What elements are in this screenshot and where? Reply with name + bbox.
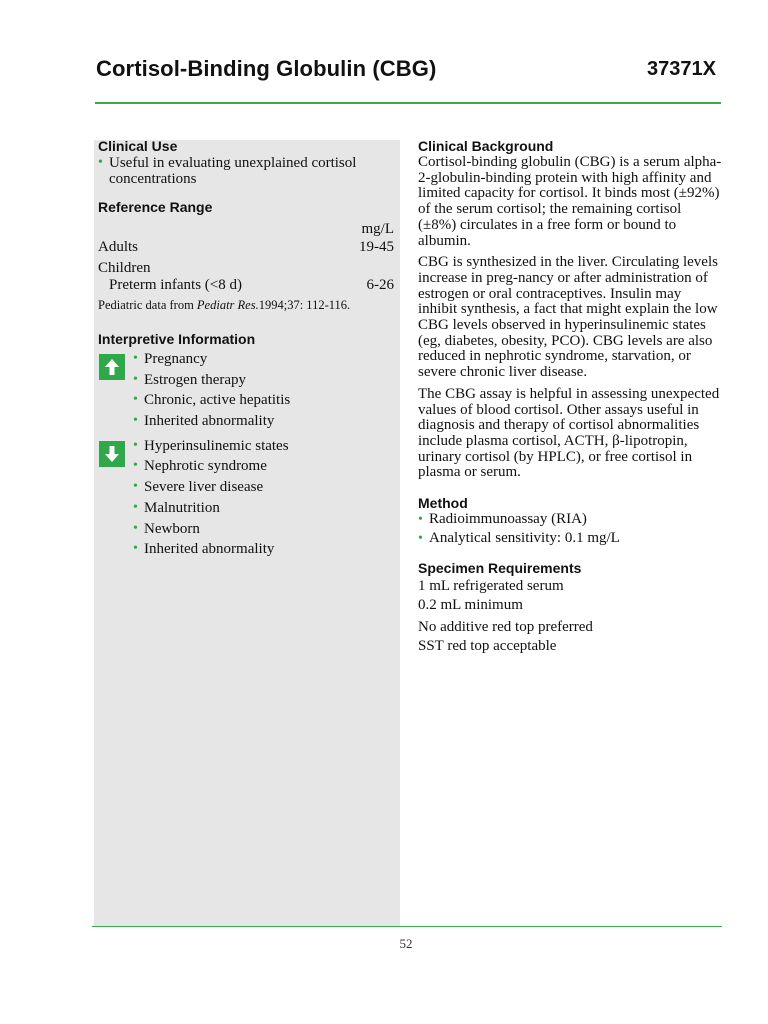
reference-row-preterm	[98, 277, 394, 293]
adults-value: 19-45	[359, 239, 394, 255]
decreased-item: Nephrotic syndrome	[144, 458, 267, 475]
bullet-icon: •	[133, 371, 138, 387]
bullet-icon: •	[133, 437, 138, 453]
clinical-background-heading: Clinical Background	[418, 138, 554, 154]
right-column	[418, 138, 723, 654]
header-divider	[95, 102, 721, 104]
reference-range-heading: Reference Range	[98, 199, 213, 215]
left-column	[98, 138, 394, 562]
decreased-item: Severe liver disease	[144, 479, 264, 496]
reference-unit: mg/L	[361, 221, 394, 237]
method-heading: Method	[418, 495, 468, 512]
bullet-icon: •	[133, 479, 138, 495]
arrow-up-icon	[99, 354, 125, 380]
page-number: 52	[399, 936, 413, 951]
bullet-icon: •	[98, 155, 103, 170]
arrow-down-icon	[99, 441, 125, 467]
note-prefix: Pediatric data from	[98, 298, 197, 312]
list-item	[98, 155, 394, 187]
background-paragraph: The CBG assay is helpful in assessing unexpected values of blood cortisol. Other assays useful in diagnosis and therapy of cortisol abnormalities include plasma cortisol, ACTH, β-lipotropin, urinary cortisol (by HPLC), or free cortisol in plasma or serum.	[418, 385, 720, 481]
specimen-line: SST red top acceptable	[418, 637, 557, 654]
increased-item: Inherited abnormality	[144, 413, 275, 430]
reference-note	[98, 299, 394, 312]
bullet-icon: •	[133, 541, 138, 557]
list-item	[133, 372, 290, 388]
background-paragraph: CBG is synthesized in the liver. Circulating levels increase in preg-nancy or after administration of estrogen or oral contraceptives. Insulin may inhibit synthesis, a fact that might explain the low CBG levels observed in hyperinsulinemic states (eg, diabetes, obesity, PCO). CBG levels are also reduced in nephrotic syndrome, starvation, or severe chronic liver disease.	[418, 254, 718, 381]
decreased-item: Malnutrition	[144, 499, 220, 516]
clinical-use-list	[98, 155, 394, 187]
specimen-line: No additive red top preferred	[418, 618, 593, 635]
list-item	[418, 512, 723, 528]
increased-list	[133, 351, 290, 434]
clinical-use-item: Useful in evaluating unexplained cortisol concentrations	[109, 155, 357, 187]
list-item	[418, 531, 723, 547]
method-item: Radioimmunoassay (RIA)	[429, 511, 587, 528]
interpretive-heading: Interpretive Information	[98, 331, 256, 347]
increased-item: Estrogen therapy	[144, 371, 247, 388]
adults-label: Adults	[98, 239, 139, 255]
increased-item: Pregnancy	[144, 351, 208, 367]
increased-item: Chronic, active hepatitis	[144, 392, 291, 409]
bullet-icon: •	[133, 392, 138, 408]
list-item	[133, 521, 289, 537]
bullet-icon: •	[418, 530, 423, 546]
list-item	[133, 500, 289, 516]
decreased-list	[133, 438, 289, 562]
list-item	[133, 351, 290, 367]
list-item	[133, 541, 289, 557]
method-list	[418, 512, 723, 546]
background-paragraph: Cortisol-binding globulin (CBG) is a serum alpha-2-globulin-binding protein with high affinity and limited capacity for cortisol. It binds most (±92%) of the serum cortisol; the remaining cortisol (±8%) circulates in a free form or bound to albumin.	[418, 154, 722, 249]
test-code: 37371X	[647, 58, 716, 80]
decreased-item: Hyperinsulinemic states	[144, 437, 289, 454]
note-suffix: 1994;37: 112-116.	[258, 298, 351, 312]
bullet-icon: •	[133, 499, 138, 515]
list-item	[133, 413, 290, 429]
list-item	[133, 458, 289, 474]
page-title: Cortisol-Binding Globulin (CBG)	[96, 56, 437, 81]
specimen-line: 0.2 mL minimum	[418, 597, 523, 614]
list-item	[133, 479, 289, 495]
preterm-value: 6-26	[366, 277, 394, 293]
decreased-group	[98, 438, 394, 562]
note-journal: Pediatr Res.	[196, 298, 259, 312]
children-label: Children	[98, 260, 151, 276]
bullet-icon: •	[133, 351, 138, 366]
preterm-label: Preterm infants (<8 d)	[109, 277, 243, 293]
list-item	[133, 392, 290, 408]
decreased-item: Newborn	[144, 520, 200, 537]
list-item	[133, 438, 289, 454]
bullet-icon: •	[133, 458, 138, 474]
bullet-icon: •	[418, 512, 423, 528]
bullet-icon: •	[133, 413, 138, 429]
method-item: Analytical sensitivity: 0.1 mg/L	[429, 529, 620, 546]
footer-divider	[92, 926, 722, 927]
specimen-line: 1 mL refrigerated serum	[418, 578, 564, 595]
bullet-icon: •	[133, 520, 138, 536]
decreased-item: Inherited abnormality	[144, 541, 275, 558]
clinical-use-heading: Clinical Use	[98, 138, 178, 154]
reference-row-adults	[98, 239, 394, 255]
increased-group	[98, 351, 394, 434]
specimen-heading: Specimen Requirements	[418, 560, 582, 577]
reference-unit-row	[98, 221, 394, 237]
